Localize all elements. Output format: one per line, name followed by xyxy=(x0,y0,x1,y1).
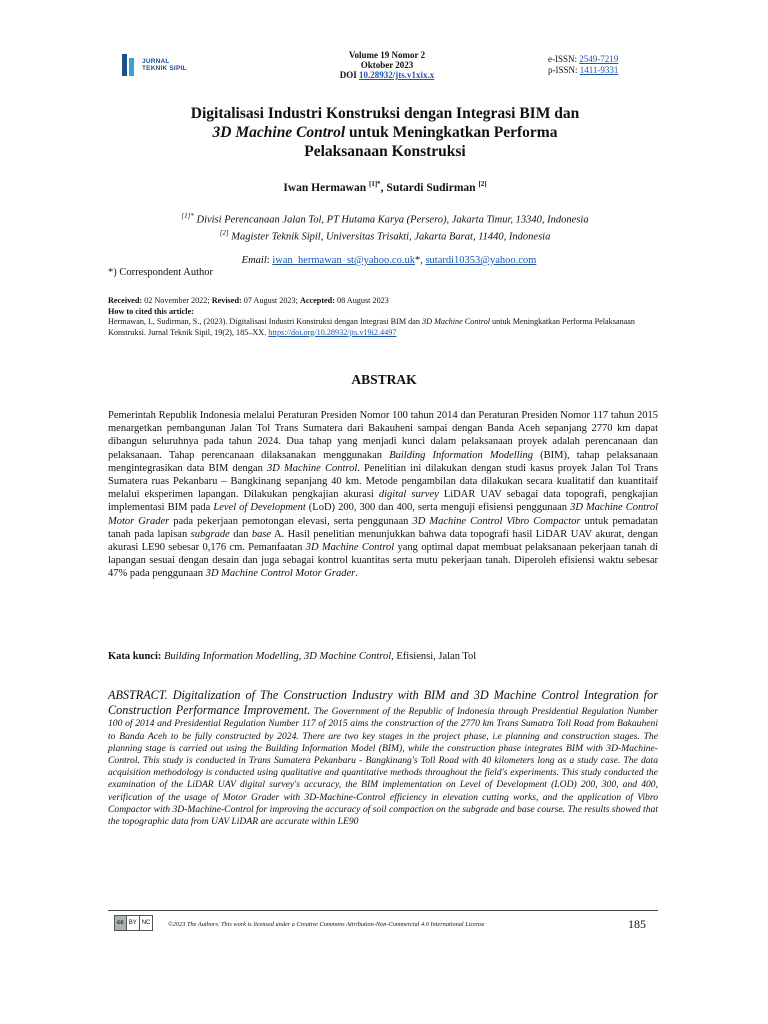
email-link-2[interactable]: sutardi10353@yahoo.com xyxy=(425,255,537,266)
english-abstract xyxy=(108,688,658,828)
license-text: ©2023 The Authors. This work is licensed under a Creative Commons Attribution-Non-Commercial 4.0 International License xyxy=(168,921,485,928)
logo-mark-icon xyxy=(120,54,138,76)
citation xyxy=(108,317,668,338)
volume-info xyxy=(332,50,442,80)
email-link-1[interactable]: iwan_hermawan_st@yahoo.co.uk xyxy=(272,255,415,266)
doi-link[interactable]: 10.28932/jts.v1xix.x xyxy=(359,70,435,80)
title-line2 xyxy=(90,123,680,142)
cite-label: How to cited this article: xyxy=(108,306,194,316)
issn-info xyxy=(548,54,618,76)
cc-license-icon[interactable] xyxy=(114,915,153,931)
author-1-sup: [1]* xyxy=(369,180,381,188)
affiliations xyxy=(90,210,680,243)
correspondent-note: *) Correspondent Author xyxy=(108,267,213,278)
cite-text-2: untuk Meningkatkan Performa Pelaksanaan Konstruksi. Jurnal Teknik Sipil, 19(2), 185–XX. xyxy=(108,317,636,337)
paper-title xyxy=(90,104,680,161)
abstrak-body: Pemerintah Republik Indonesia melalui Peraturan Presiden Nomor 100 tahun 2014 dan Peraturan Presiden Nomor 117 tahun 2015 menargetkan pembangunan Jalan Tol Trans Sumatera dari Bakauheni sampai dengan Banda Aceh sepanjang 2770 km dapat dibangun seluruhnya pada tahun 2024. Dua tahap yang menjadi kunci dalam pelaksanaan proyek adalah perencanaan dan pelaksanaan. Tahap perencanaan dilaksanakan menggunakan Building Information Modelling (BIM), tahap pelaksanaan mengintegrasikan data BIM dengan 3D Machine Control. Penelitian ini dilakukan dengan studi kasus proyek Jalan Tol Trans Sumatera ruas Pekanbaru – Bangkinang sepanjang 40 km. Metode pengambilan data dilakukan secara kualitatif dan kuantitaif melalui eksperimen lapangan. Dilakukan pengkajian akurasi digital survey LiDAR UAV sebagai data topografi, pengkajian implementasi BIM pada Level of Development (LoD) 200, 300 dan 400, serta menguji efisiensi penggunaan 3D Machine Control Motor Grader pada pekerjaan pemotongan elevasi, serta penggunaan 3D Machine Control Vibro Compactor untuk pemadatan tanah pada lapisan subgrade dan base A. Hasil penelitian menunjukkan bahwa data topografi hasil LiDAR UAV akurat, dengan akurasi LE90 sebesar 0,176 cm. Pemanfaatan 3D Machine Control yang optimal dapat membuat pelaksanaan pekerjaan tanah di lapangan sesuai dengan desain dan juga sebagai kontrol kuantitas serta mutu pekerjaan tanah. Diperoleh efisiensi waktu sebesar 47% pada penggunaan 3D Machine Control Motor Grader. xyxy=(108,410,659,580)
dates-line xyxy=(108,296,668,307)
cite-text-1: Hermawan, I., Sudirman, S., (2023). Digitalisasi Industri Konstruksi dengan Integrasi BIM dan xyxy=(108,317,423,326)
nc-badge: NC xyxy=(140,916,153,930)
eissn-link[interactable]: 2549-7219 xyxy=(579,54,619,64)
abstrak-heading: ABSTRAK xyxy=(351,372,417,387)
doi-line xyxy=(332,70,442,80)
affiliation-1-sup: [1]* xyxy=(181,212,194,220)
pissn-line xyxy=(548,65,618,76)
by-badge: BY xyxy=(127,916,140,930)
author-1: Iwan Hermawan xyxy=(283,181,367,194)
author-2-sup: [2] xyxy=(478,180,487,188)
pissn-link[interactable]: 1411-9331 xyxy=(579,65,619,75)
author-separator: , xyxy=(380,181,387,194)
eissn-line xyxy=(548,54,618,65)
affiliation-2-text: Magister Teknik Sipil, Universitas Trisakti, Jakarta Barat, 11440, Indonesia xyxy=(228,231,551,242)
received-date: 02 November 2022; xyxy=(142,296,212,305)
cc-badge: cc xyxy=(115,916,127,930)
email-line: Email: iwan_hermawan_st@yahoo.co.uk*, sutardi10353@yahoo.com xyxy=(241,255,537,266)
doi-label: DOI xyxy=(339,70,357,80)
keyword-2: 3D Machine Control xyxy=(304,651,392,662)
cite-italic: 3D Machine Control xyxy=(422,317,490,326)
keywords-label: Kata kunci: xyxy=(108,651,162,662)
affiliation-1 xyxy=(90,210,680,227)
author-list xyxy=(90,180,680,194)
affiliation-1-text: Divisi Perencanaan Jalan Tol, PT Hutama Karya (Persero), Jakarta Timur, 13340, Indonesia xyxy=(193,214,589,226)
accepted-date: 08 August 2023 xyxy=(334,296,389,305)
affiliation-2-sup: [2] xyxy=(219,228,229,237)
journal-header xyxy=(120,48,660,84)
footer-divider xyxy=(108,910,658,911)
affiliation-2 xyxy=(90,227,680,244)
title-italic: 3D Machine Control xyxy=(212,124,346,141)
page-number: 185 xyxy=(628,917,646,931)
revised-label: Revised: xyxy=(211,296,242,305)
issue-date: Oktober 2023 xyxy=(360,60,414,70)
received-label: Received: xyxy=(108,296,143,305)
journal-logo xyxy=(120,54,187,76)
eissn-label: e-ISSN: xyxy=(548,54,577,64)
english-abstract-lead: ABSTRACT. Digitalization of The Construction Industry with BIM and 3D Machine Control Integration for Construction Performance Improvement. xyxy=(108,688,658,718)
volume-number: Volume 19 Nomor 2 xyxy=(348,50,426,60)
cite-doi-link[interactable]: https://doi.org/10.28932/jts.v19i2.4497 xyxy=(268,327,397,337)
title-line3: Pelaksanaan Konstruksi xyxy=(304,143,466,160)
keywords: Kata kunci: Building Information Modelling, 3D Machine Control, Efisiensi, Jalan Tol xyxy=(108,651,477,662)
logo-text xyxy=(142,58,187,72)
author-2: Sutardi Sudirman xyxy=(386,181,476,194)
email-label: Email xyxy=(241,255,267,266)
pissn-label: p-ISSN: xyxy=(548,65,578,75)
keyword-1: Building Information Modelling xyxy=(164,651,299,662)
logo-line2: TEKNIK SIPIL xyxy=(142,65,187,72)
logo-line1: JURNAL xyxy=(142,58,170,65)
title-line2-rest: untuk Meningkatkan Performa xyxy=(345,124,558,141)
title-line1: Digitalisasi Industri Konstruksi dengan Integrasi BIM dan xyxy=(190,105,580,122)
article-meta xyxy=(108,296,668,338)
accepted-label: Accepted: xyxy=(299,296,335,305)
revised-date: 07 August 2023; xyxy=(241,296,300,305)
keywords-rest: , Efisiensi, Jalan Tol xyxy=(391,651,477,662)
english-abstract-body: The Government of the Republic of Indonesia through Presidential Regulation Number 100 of 2014 and Presidential Regulation Number 117 of 2015 aims the construction of the 2770 km Trans Sumatra Toll Road from Bakauheni to Banda Aceh to be fully constructed by 2024. There are two key stages in the project phase, i.e planning and construction stages. The planning stage is carried out using the Building Information Model (BIM), while the construction phase integrates BIM with 3D-Machine-Control. This study is conducted in Trans Sumatera Pekanbaru - Bangkinang's Toll Road with 40 kilometers long as a study case. The data acquisition methodology is conducted using qualitative and quantitative methods throughout the field's experiments. This study conducted the examination of the LiDAR UAV digital survey's accuracy, the BIM implementation on Level of Development (LOD) 200, 300, and 400, verification of the usage of Motor Grader with 3D-Machine-Control efficiency in elevation cutting works, and the application of Vibro Compactor with 3D-Machine-Control for improving the accuracy of soil compaction on the subgrade and base course. The results showed that the topographic data from UAV LiDAR are accurate within LE90 xyxy=(108,706,658,828)
